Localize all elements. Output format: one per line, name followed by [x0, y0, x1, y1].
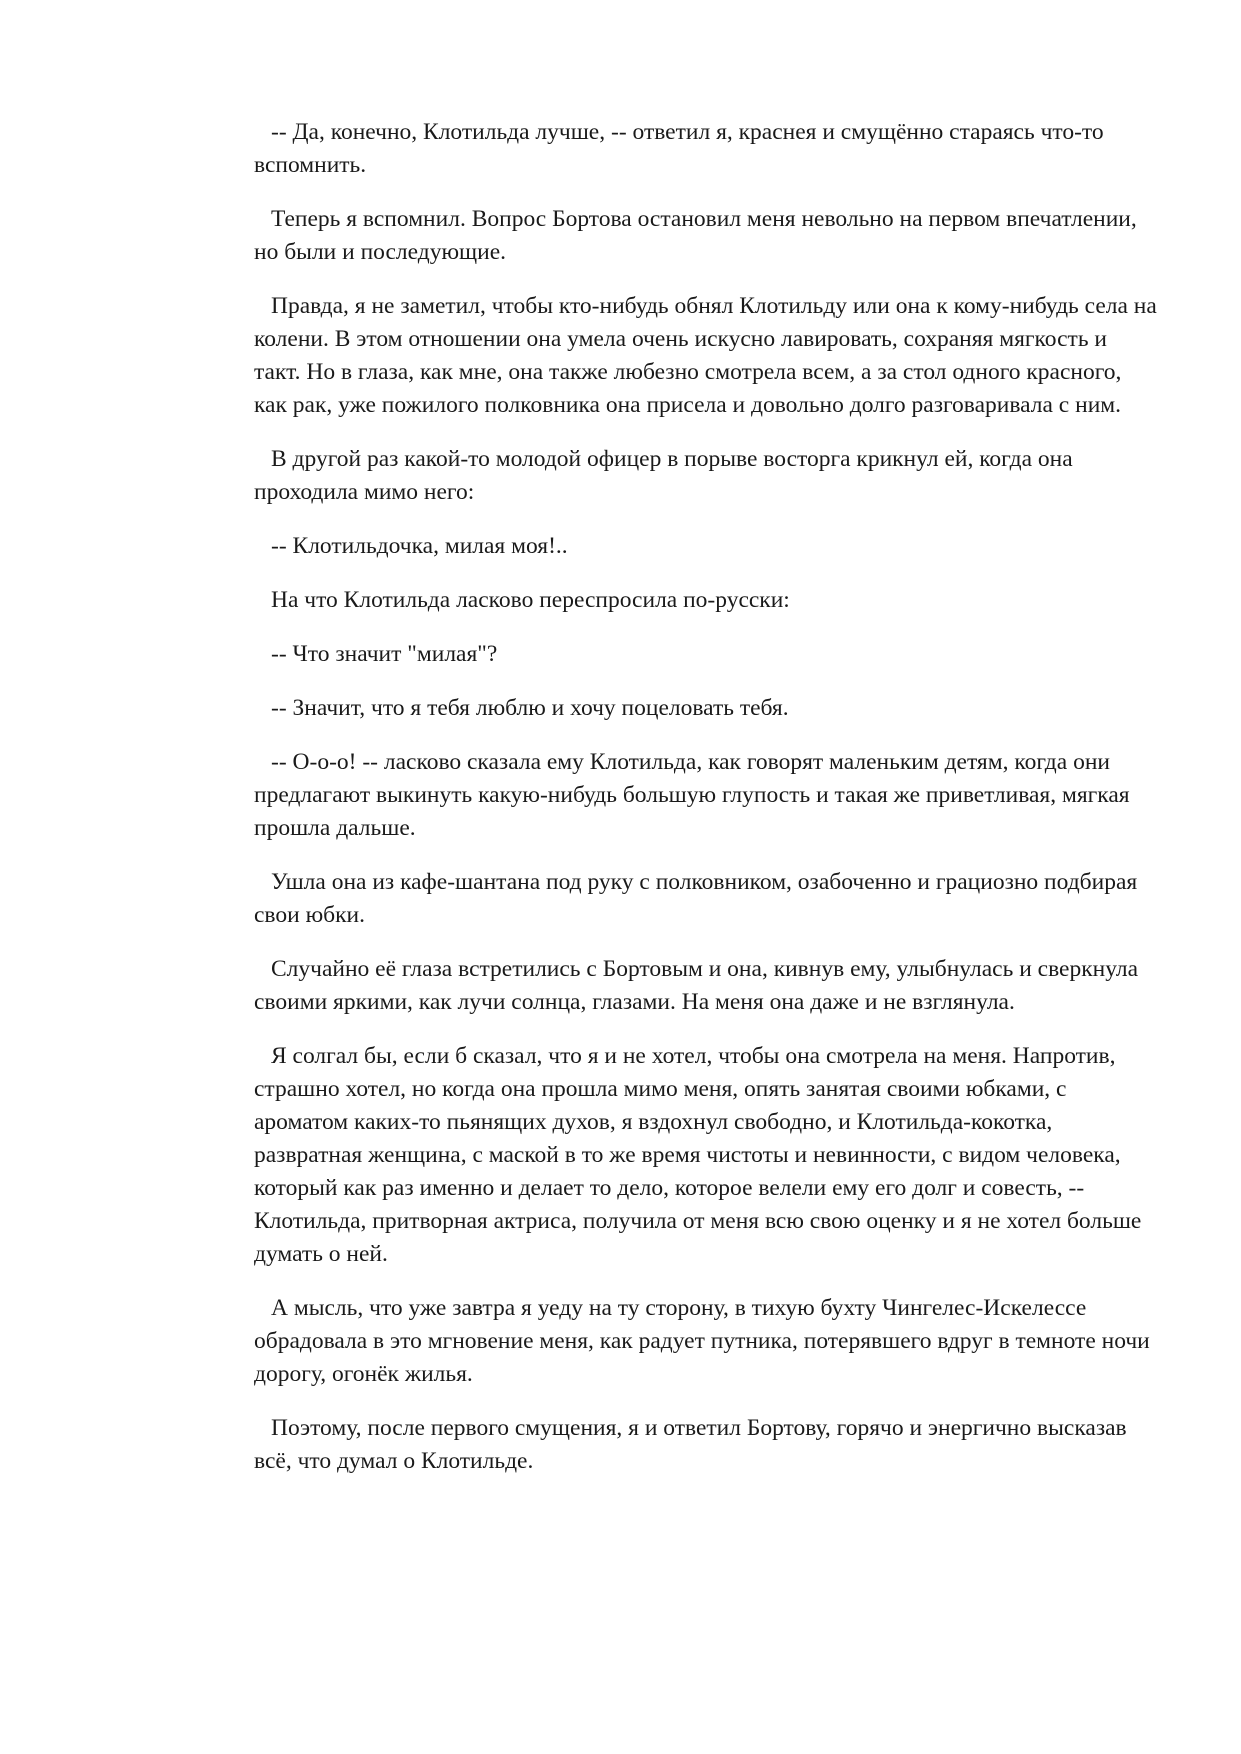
paragraph: В другой раз какой-то молодой офицер в порыве восторга крикнул ей, когда она проходила мимо него: — [254, 446, 1073, 505]
paragraph: Я солгал бы, если б сказал, что я и не хотел, чтобы она смотрела на меня. Напротив, страшно хотел, но когда она прошла мимо меня, опять занятая своими юбками, с ароматом каких-то пьянящих духов, я вздохнул свободно, и Клотильда-кокотка, развратная женщина, с маской в то же время чистоты и невинности, с видом человека, который как раз именно и делает то дело, которое велели ему его долг и совесть, -- Клотильда, притворная актриса, получила от меня всю свою оценку и я не хотел больше думать о ней. — [254, 1043, 1142, 1267]
paragraph: -- Значит, что я тебя люблю и хочу поцеловать тебя. — [271, 695, 789, 721]
paragraph: Ушла она из кафе-шантана под руку с полковником, озабоченно и грациозно подбирая свои юбки. — [254, 869, 1138, 928]
paragraph: -- Что значит "милая"? — [271, 641, 498, 667]
paragraph: -- О-о-о! -- ласково сказала ему Клотильда, как говорят маленьким детям, когда они предлагают выкинуть какую-нибудь большую глупость и такая же приветливая, мягкая прошла дальше. — [254, 749, 1130, 841]
paragraph: На что Клотильда ласково переспросила по-русски: — [271, 587, 790, 613]
paragraph: Случайно её глаза встретились с Бортовым и она, кивнув ему, улыбнулась и сверкнула своими яркими, как лучи солнца, глазами. На меня она даже и не взглянула. — [254, 956, 1139, 1015]
paragraph: Теперь я вспомнил. Вопрос Бортова остановил меня невольно на первом впечатлении, но были и последующие. — [254, 206, 1137, 265]
paragraph: -- Клотильдочка, милая моя!.. — [271, 533, 568, 559]
paragraph: Поэтому, после первого смущения, я и ответил Бортову, горячо и энергично высказав всё, что думал о Клотильде. — [254, 1415, 1127, 1474]
paragraph: -- Да, конечно, Клотильда лучше, -- ответил я, краснея и смущённо стараясь что-то вспомнить. — [254, 119, 1104, 178]
document-page — [254, 116, 1158, 1499]
paragraph: Правда, я не заметил, чтобы кто-нибудь обнял Клотильду или она к кому-нибудь села на колени. В этом отношении она умела очень искусно лавировать, сохраняя мягкость и такт. Но в глаза, как мне, она также любезно смотрела всем, а за стол одного красного, как рак, уже пожилого полковника она присела и довольно долго разговаривала с ним. — [254, 293, 1157, 418]
paragraph: А мысль, что уже завтра я уеду на ту сторону, в тихую бухту Чингелес-Искелессе обрадовала в это мгновение меня, как радует путника, потерявшего вдруг в темноте ночи дорогу, огонёк жилья. — [254, 1295, 1150, 1387]
